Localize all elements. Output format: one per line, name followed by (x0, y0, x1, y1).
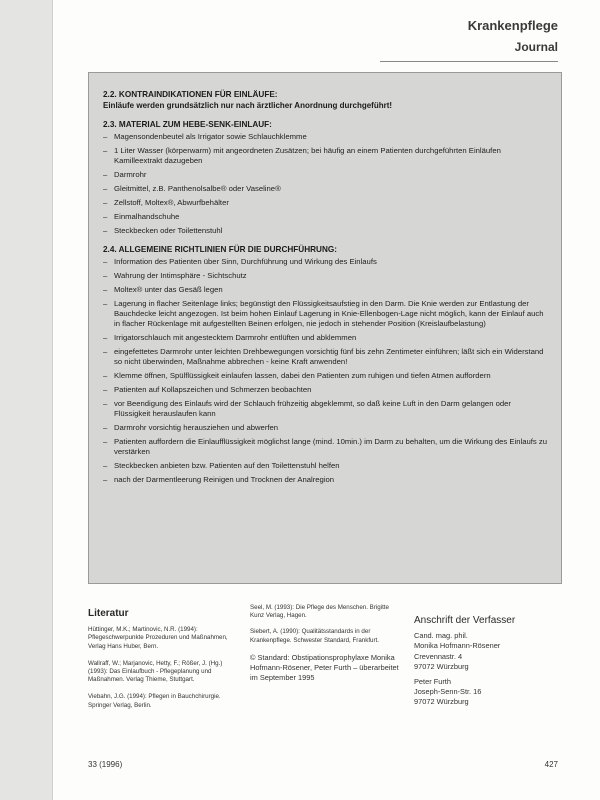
reference-entry: Wallraff, W.; Marjanovic, Hetty, F.; Rößer, J. (Hg.) (1993): Das Einlaufbuch - Pflegeplanung und Maßnahmen. Verlag Thieme, Stuttgart. (88, 659, 223, 684)
section-list (103, 132, 549, 236)
standard-note: © Standard: Obstipationsprophylaxe Monika Hofmann-Rösener, Peter Furth – überarbeitet im September 1995 (250, 652, 399, 682)
reference-entry: Viebahn, J.G. (1994): Pflegen in Bauchchirurgie. Springer Verlag, Berlin. (88, 693, 221, 709)
section-heading: 2.4. ALLGEMEINE RICHTLINIEN FÜR DIE DURCHFÜHRUNG: (103, 244, 337, 254)
list-item: – Moltex® unter das Gesäß legen (103, 285, 549, 295)
list-item: – Patienten auf Kollapszeichen und Schmerzen beobachten (103, 385, 549, 395)
list-item: – Information des Patienten über Sinn, Durchführung und Wirkung des Einlaufs (103, 257, 549, 267)
references-list-1 (88, 626, 228, 710)
guidelines-box (88, 72, 562, 584)
references-list-2 (250, 604, 400, 645)
list-item: – Darmrohr vorsichtig herausziehen und abwerfen (103, 423, 549, 433)
reference-entry: Seel, M. (1993): Die Pflege des Menschen. Brigitte Kunz Verlag, Hagen. (250, 604, 389, 620)
reference-entry: Siebert, A. (1990): Qualitätsstandards in der Krankenpflege. Schwester Standard, Frankfurt. (250, 628, 379, 644)
journal-subtitle: Journal (514, 40, 558, 54)
address-block (414, 677, 554, 708)
list-item: – Gleitmittel, z.B. Panthenolsalbe® oder Vaseline® (103, 184, 549, 194)
guideline-section (103, 244, 549, 485)
address-line: Cand. mag. phil. (414, 631, 468, 641)
address-line: Crevennastr. 4 (414, 651, 463, 661)
list-item: – Steckbecken oder Toilettenstuhl (103, 226, 549, 236)
page-divider (52, 0, 53, 800)
issue-number: 33 (1996) (88, 760, 123, 769)
address-heading: Anschrift der Verfasser (414, 615, 516, 626)
address-column (414, 604, 554, 713)
list-item: – Wahrung der Intimsphäre - Sichtschutz (103, 271, 549, 281)
journal-title: Krankenpflege (467, 18, 558, 33)
adjacent-page-edge (0, 0, 52, 800)
address-line: Monika Hofmann-Rösener (414, 641, 501, 651)
guideline-section (103, 89, 549, 111)
address-line: 97072 Würzburg (414, 697, 469, 707)
page-number: 427 (544, 760, 558, 769)
header-rule (380, 61, 558, 62)
list-item: – Einmalhandschuhe (103, 212, 549, 222)
list-item: – Klemme öffnen, Spülflüssigkeit einlaufen lassen, dabei den Patienten zum ruhigen und tiefen Atmen auffordern (103, 371, 549, 381)
address-line: Joseph-Senn-Str. 16 (414, 687, 482, 697)
address-block (414, 631, 554, 672)
literature-column (88, 604, 228, 719)
address-line: 97072 Würzburg (414, 661, 469, 671)
address-line: Peter Furth (414, 677, 451, 687)
address-blocks (414, 631, 554, 707)
section-note: Einläufe werden grundsätzlich nur nach ärztlicher Anordnung durchgeführt! (103, 101, 393, 110)
list-item: – Patienten auffordern die Einlaufflüssigkeit möglichst lange (mind. 10min.) im Darm zu behalten, um die Wirkung des Einlaufs zu verstärken (103, 437, 549, 458)
reference-entry: Hüttinger, M.K.; Martinovic, N.R. (1994): Pflegeschwerpunkte Prozeduren und Maßnahmen, Verlag Hans Huber, Bern. (88, 626, 228, 650)
section-list (103, 257, 549, 485)
list-item: – eingefettetes Darmrohr unter leichten Drehbewegungen vorsichtig fünf bis zehn Zentimeter einführen; läßt sich ein Widerstand so nicht überwinden, Maßnahme abbrechen - keine Kraft anwenden! (103, 347, 549, 368)
list-item: – 1 Liter Wasser (körperwarm) mit angeordneten Zusätzen; bei häufig an einem Patienten durchgeführten Einläufen Kamilleextrakt dazugeben (103, 146, 549, 167)
list-item: – Darmrohr (103, 170, 549, 180)
list-item: – Zellstoff, Moltex®, Abwurfbehälter (103, 198, 549, 208)
section-heading: 2.3. MATERIAL ZUM HEBE-SENK-EINLAUF: (103, 120, 272, 129)
list-item: – Irrigatorschlauch mit angestecktem Darmrohr entlüften und abklemmen (103, 333, 549, 343)
list-item: – Magensondenbeutel als Irrigator sowie Schlauchklemme (103, 132, 549, 142)
list-item: – nach der Darmentleerung Reinigen und Trocknen der Analregion (103, 475, 549, 485)
list-item: – Lagerung in flacher Seitenlage links; begünstigt den Flüssigkeitsaufstieg in den Darm. Die Knie werden zur Entlastung der Bauchdecke leicht angezogen. Ist beim hohen Einlauf Lagerung in Knie-Ellenbogen-Lage nicht möglich, kann der Einlauf auch in flacher Rückenlage mit aufgestellten Beinen erfolgen, nie jedoch in stehender Position (Kreislaufbelastung) (103, 299, 549, 330)
literature-heading: Literatur (88, 608, 129, 619)
list-item: – Steckbecken anbieten bzw. Patienten auf den Toilettenstuhl helfen (103, 461, 549, 471)
section-heading: 2.2. KONTRAINDIKATIONEN FÜR EINLÄUFE: (103, 90, 278, 99)
references-column-2 (250, 604, 400, 683)
guideline-section (103, 119, 549, 236)
list-item: – vor Beendigung des Einlaufs wird der Schlauch frühzeitig abgeklemmt, so daß keine Luft in den Darm gelangen oder Flüssigkeit herauslaufen kann (103, 399, 549, 420)
